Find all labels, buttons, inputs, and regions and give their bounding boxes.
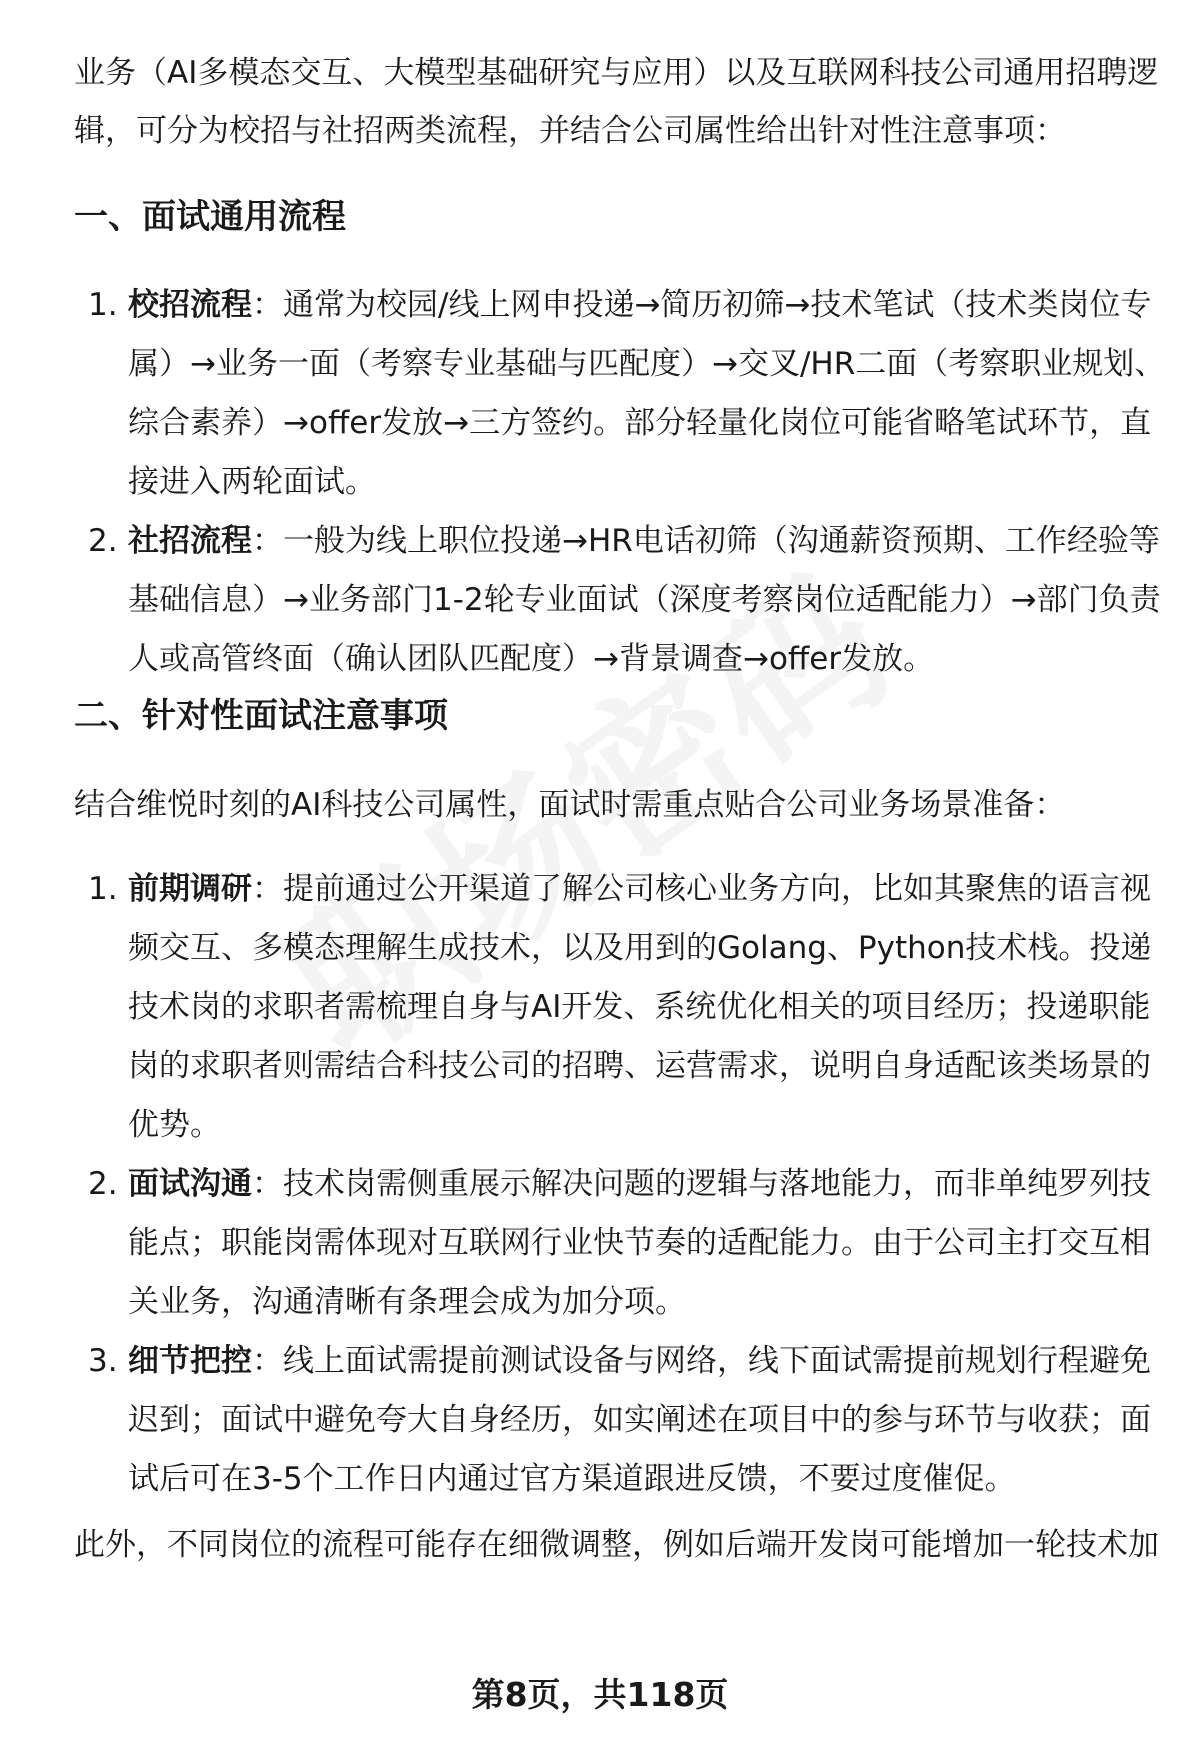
- list-text: ：提前通过公开渠道了解公司核心业务方向，比如其聚焦的语言视频交互、多模态理解生成技术，以及用到的Golang、Python技术栈。投递技术岗的求职者需梳理自身与AI开发、系统优化相关的项目经历；投递职能岗的求职者则需结合科技公司的招聘、运营需求，说明自身适配该类场景的优势。: [128, 871, 1152, 1143]
- list-text: ：技术岗需侧重展示解决问题的逻辑与落地能力，而非单纯罗列技能点；职能岗需体现对互联网行业快节奏的适配能力。由于公司主打交互相关业务，沟通清晰有条理会成为加分项。: [128, 1166, 1151, 1320]
- list-term: 校招流程: [128, 287, 252, 323]
- list-number: 1.: [88, 871, 118, 907]
- list-term: 细节把控: [128, 1343, 252, 1379]
- closing-paragraph: 此外，不同岗位的流程可能存在细微调整，例如后端开发岗可能增加一轮技术加: [74, 1527, 1159, 1563]
- list-number: 1.: [88, 287, 118, 323]
- intro-paragraph: 业务（AI多模态交互、大模型基础研究与应用）以及互联网科技公司通用招聘逻辑，可分为校招与社招两类流程，并结合公司属性给出针对性注意事项：: [74, 55, 1159, 149]
- list-term: 面试沟通: [128, 1166, 252, 1202]
- list-item: [74, 860, 1174, 1155]
- list-number: 2.: [88, 1166, 118, 1202]
- page-number-footer: 第8页，共118页: [471, 1675, 729, 1714]
- section1-heading: 一、面试通用流程: [74, 197, 346, 237]
- list-number: 3.: [88, 1343, 118, 1379]
- section1-list: [74, 276, 1174, 689]
- section2-heading: 二、针对性面试注意事项: [74, 696, 448, 736]
- list-item: [74, 1332, 1174, 1509]
- list-text: ：一般为线上职位投递→HR电话初筛（沟通薪资预期、工作经验等基础信息）→业务部门1-2轮专业面试（深度考察岗位适配能力）→部门负责人或高管终面（确认团队匹配度）→背景调查→offer发放。: [128, 523, 1161, 677]
- list-text: ：通常为校园/线上网申投递→简历初筛→技术笔试（技术类岗位专属）→业务一面（考察专业基础与匹配度）→交叉/HR二面（考察职业规划、综合素养）→offer发放→三方签约。部分轻量化岗位可能省略笔试环节，直接进入两轮面试。: [128, 287, 1166, 500]
- list-number: 2.: [88, 523, 118, 559]
- section2-list: [74, 860, 1174, 1509]
- section2-intro: 结合维悦时刻的AI科技公司属性，面试时需重点贴合公司业务场景准备：: [74, 787, 1066, 823]
- list-text: ：线上面试需提前测试设备与网络，线下面试需提前规划行程避免迟到；面试中避免夸大自身经历，如实阐述在项目中的参与环节与收获；面试后可在3-5个工作日内通过官方渠道跟进反馈，不要过度催促。: [128, 1343, 1151, 1497]
- list-item: [74, 276, 1174, 512]
- list-item: [74, 1155, 1174, 1332]
- list-item: [74, 512, 1174, 689]
- list-term: 社招流程: [128, 523, 252, 559]
- list-term: 前期调研: [128, 871, 252, 907]
